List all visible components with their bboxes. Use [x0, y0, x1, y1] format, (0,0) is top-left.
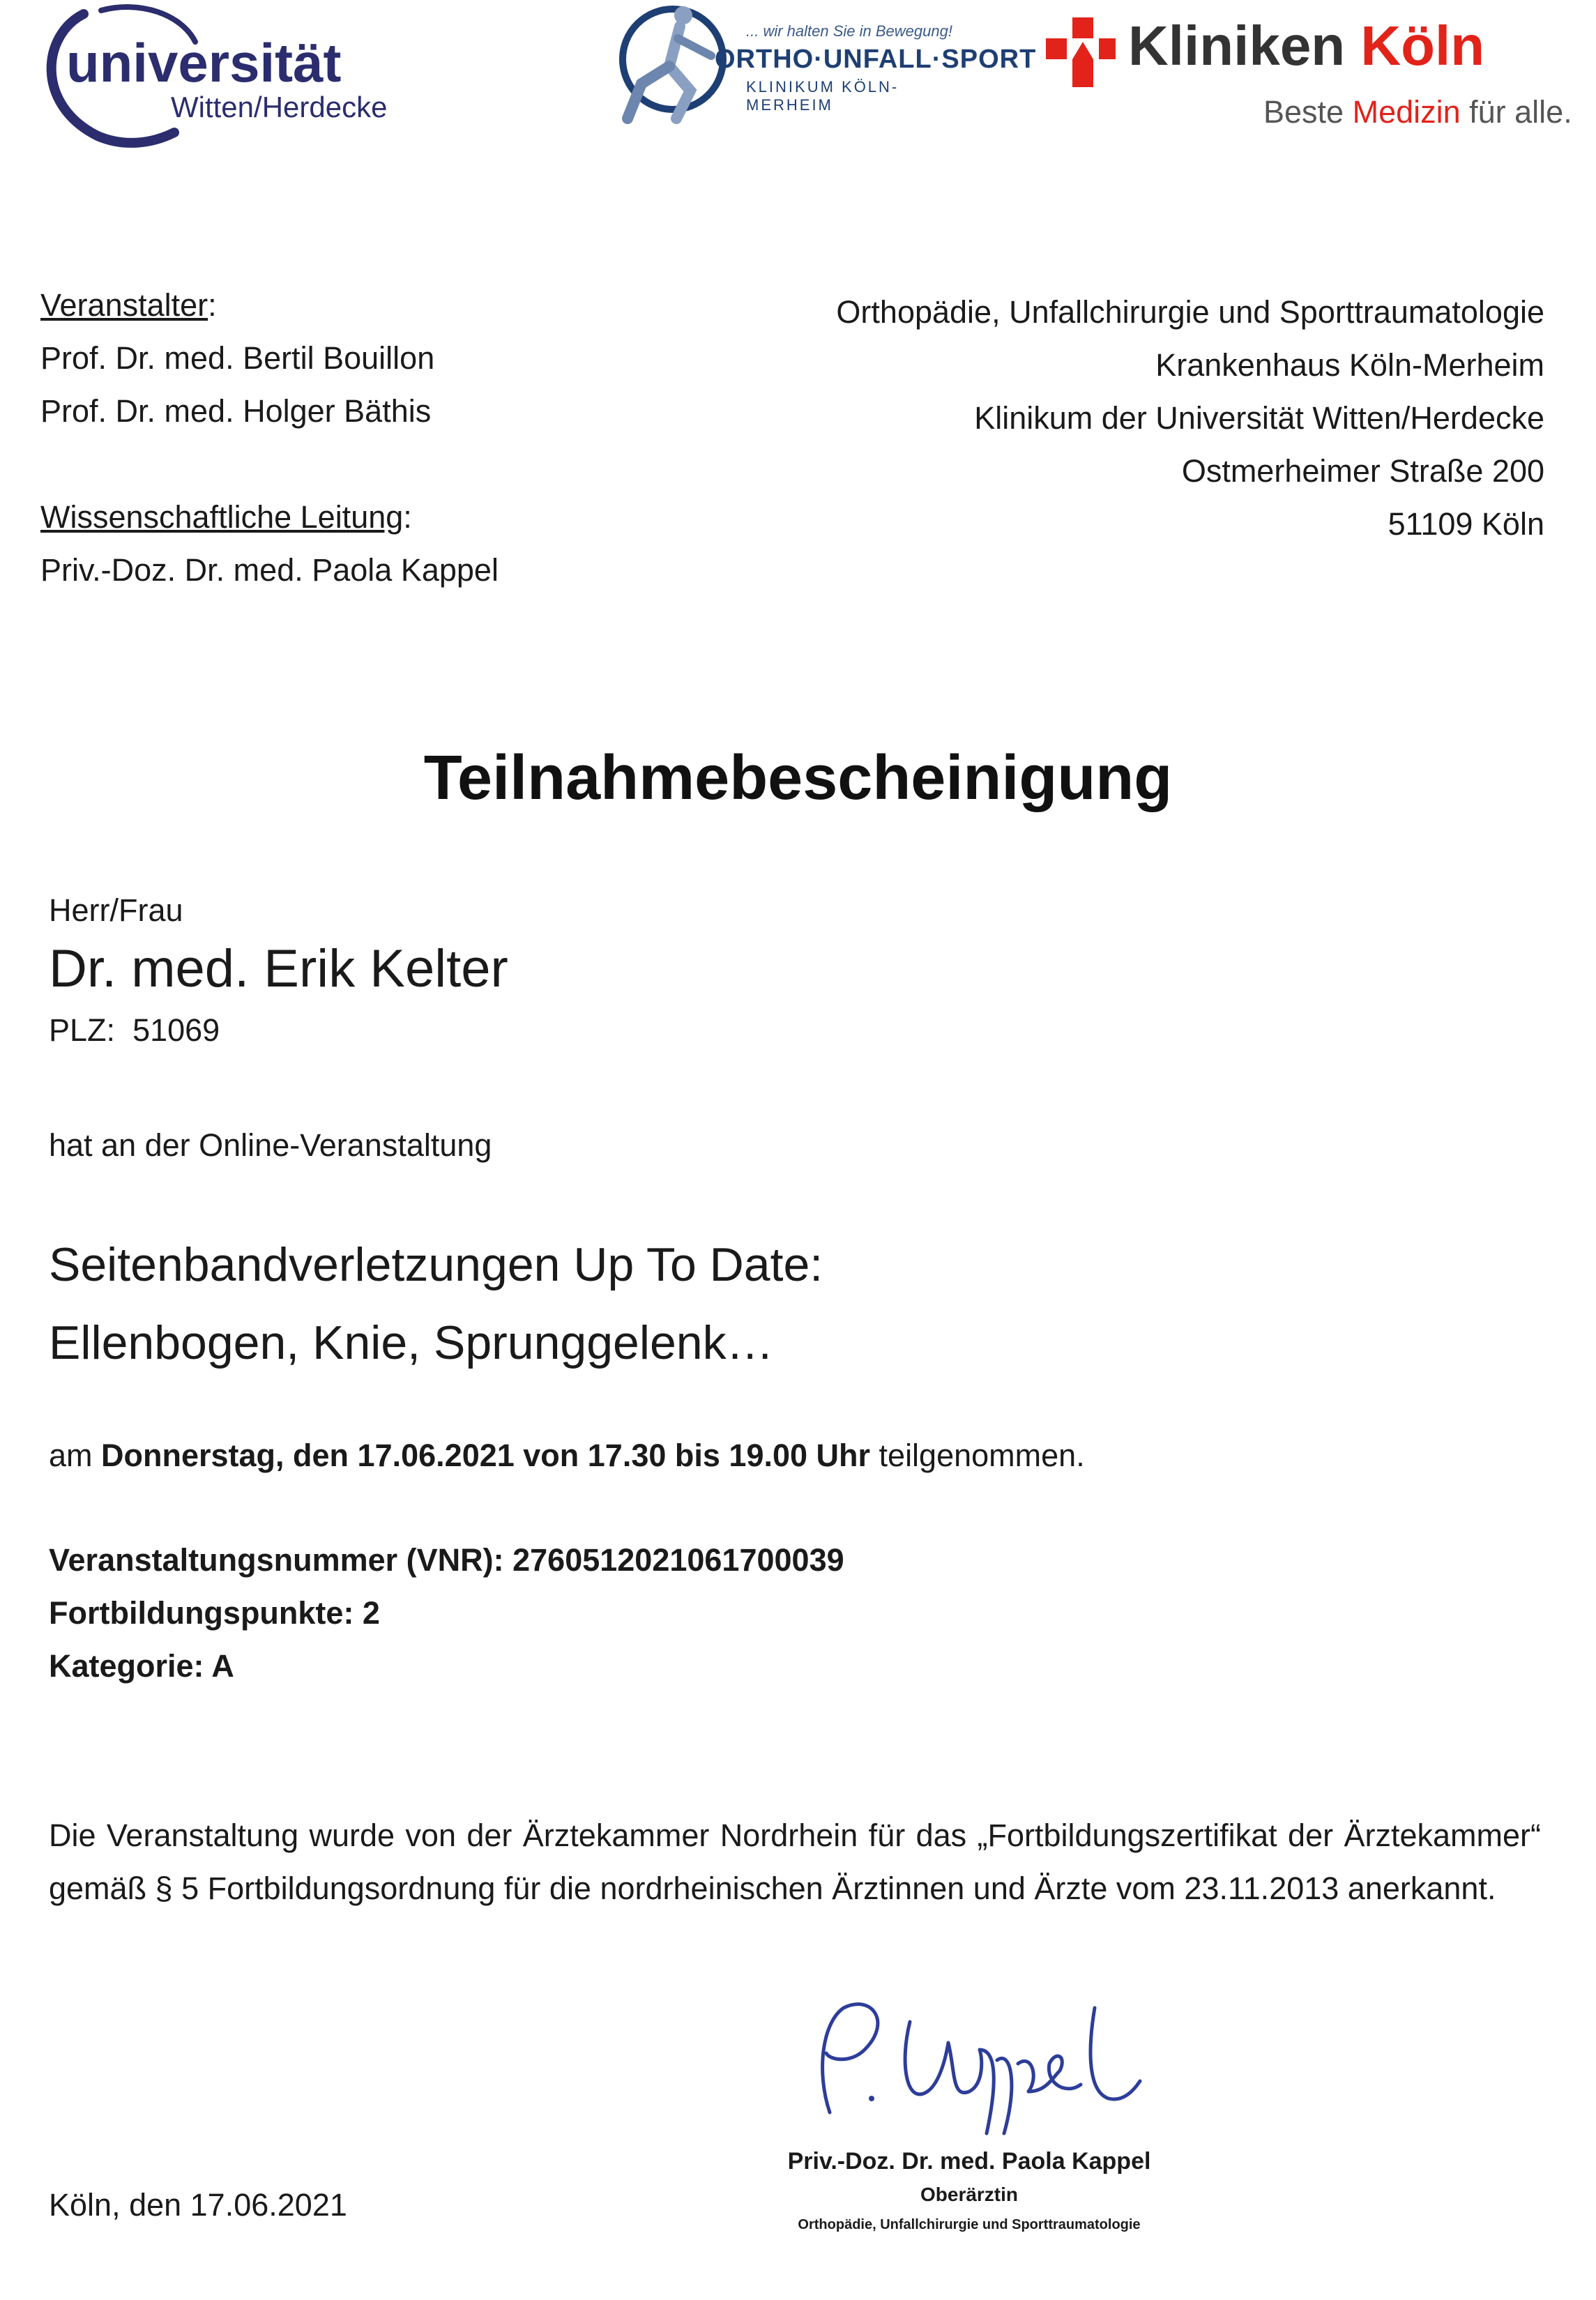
uni-logo-main-text: universität [66, 32, 342, 93]
document-title: Teilnahmebescheinigung [423, 743, 1173, 813]
slogan-part-1: Beste [1263, 94, 1353, 130]
organiser-name-2: Prof. Dr. med. Holger Bäthis [40, 393, 432, 429]
event-title-line-1: Seitenbandverletzungen Up To Date: [49, 1238, 823, 1291]
handwritten-signature [788, 1994, 1150, 2147]
plz-label: PLZ: [49, 1012, 116, 1048]
signer-name: Priv.-Doz. Dr. med. Paola Kappel [787, 2148, 1151, 2175]
participant-plz [49, 1004, 220, 1057]
event-title [49, 1226, 823, 1382]
scientific-lead-label: Wissenschaftliche Leitung [40, 499, 404, 535]
signer-block [725, 2144, 1213, 2239]
kliniken-koeln-main-text [1128, 14, 1484, 78]
organiser-spacer [40, 438, 668, 491]
date-suffix: teilgenommen. [870, 1438, 1085, 1473]
kliniken-koeln-slogan [1263, 94, 1572, 130]
ortho-logo-sub-text: KLINIKUM KÖLN-MERHEIM [746, 78, 899, 114]
uni-witten-herdecke-logo [35, 0, 397, 150]
slogan-part-2: Medizin [1352, 94, 1461, 130]
uni-logo-sub-text: Witten/Herdecke [171, 91, 388, 123]
salutation: Herr/Frau [49, 892, 183, 928]
participant-name: Dr. med. Erik Kelter [49, 939, 508, 998]
organiser-block [40, 279, 668, 597]
cme-category: Kategorie: A [49, 1648, 234, 1684]
organiser-label: Veranstalter [40, 287, 208, 323]
slogan-part-3: für alle. [1460, 94, 1572, 130]
address-line-2: Krankenhaus Köln-Merheim [1155, 347, 1544, 383]
address-line-3: Klinikum der Universität Witten/Herdecke [974, 400, 1544, 436]
kliniken-word: Kliniken [1128, 15, 1361, 77]
signer-role: Oberärztin [920, 2184, 1019, 2205]
scientific-lead-name: Priv.-Doz. Dr. med. Paola Kappel [40, 552, 499, 588]
event-details [49, 1534, 844, 1693]
address-line-5: 51109 Köln [1388, 506, 1544, 542]
intro-text: hat an der Online-Veranstaltung [49, 1127, 492, 1163]
kliniken-koeln-logo [1046, 14, 1572, 139]
recognition-paragraph: Die Veranstaltung wurde von der Ärztekammer Nordrhein für das „Fortbildungszertifikat der Ärztekammer“ gemäß § 5 Fortbildungsordnung für die nordrheinischen Ärztinnen und Ärzte vom 23.11.2013 anerkannt. [49, 1818, 1541, 1906]
signer-department: Orthopädie, Unfallchirurgie und Sporttraumatologie [798, 2217, 1141, 2232]
cme-points: Fortbildungspunkte: 2 [49, 1595, 380, 1631]
organiser-label-line: Veranstalter: [40, 287, 217, 323]
place-and-date: Köln, den 17.06.2021 [49, 2187, 347, 2223]
ortho-unfall-sport-logo [614, 0, 1037, 129]
plz-value: 51069 [132, 1012, 220, 1048]
event-date-line [49, 1429, 1085, 1482]
event-date-time: Donnerstag, den 17.06.2021 von 17.30 bis 19.00 Uhr [101, 1438, 871, 1473]
address-line-1: Orthopädie, Unfallchirurgie und Sporttraumatologie [836, 294, 1544, 330]
date-prefix: am [49, 1438, 102, 1473]
kliniken-koeln-emblem-icon [1046, 17, 1116, 94]
address-line-4: Ostmerheimer Straße 200 [1181, 453, 1544, 489]
scientific-lead-label-line: Wissenschaftliche Leitung: [40, 499, 412, 535]
signature-scribble-icon [788, 1994, 1150, 2147]
event-vnr: Veranstaltungsnummer (VNR): 2760512021061700039 [49, 1542, 844, 1578]
organiser-name-1: Prof. Dr. med. Bertil Bouillon [40, 340, 435, 376]
ortho-logo-main-text: ORTHO·UNFALL·SPORT [715, 45, 1037, 74]
event-title-line-2: Ellenbogen, Knie, Sprunggelenk… [49, 1316, 774, 1369]
ortho-logo-tagline: ... wir halten Sie in Bewegung! [746, 22, 952, 40]
clinic-address-block [638, 286, 1544, 551]
koeln-word: Köln [1360, 15, 1485, 77]
